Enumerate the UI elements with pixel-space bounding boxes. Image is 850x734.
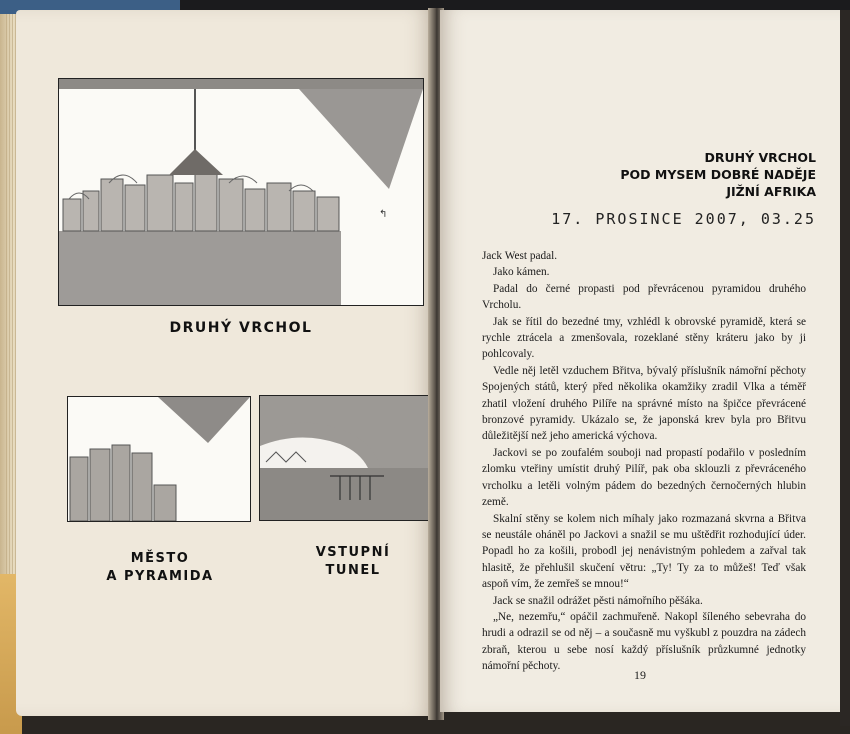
caption-city-pyramid-line1: MĚSTO (130, 551, 190, 566)
illustration-entrance-tunnel (259, 395, 429, 521)
paragraph: Vedle něj letěl vzduchem Břitva, bývalý příslušník námořní pěchoty Spojených států, který před několika okamžiky zradil Vlka a téměř zhatil vložení druhého Pilíře na správné místo na špičce převrácené bronzové pyramidy. Ukázalo se, že japonská krev byla pro Břitvu důležitější než jeho americká výchova. (482, 364, 806, 443)
caption-second-peak: DRUHÝ VRCHOL (169, 320, 313, 336)
left-page (16, 10, 434, 716)
city-pyramid-drawing (68, 397, 250, 521)
heading-line-1: DRUHÝ VRCHOL (704, 150, 816, 165)
body-text (482, 248, 806, 675)
paragraph: Jack se snažil odrážet pěsti námořního pěšáka. (493, 594, 703, 607)
heading-line-3: JIŽNÍ AFRIKA (726, 184, 816, 199)
peak-drawing (59, 79, 423, 305)
tunnel-drawing (260, 396, 428, 520)
paragraph: „Ne, nezemřu,“ opáčil zachmuřeně. Nakopl šíleného sebevraha do hrudi a odrazil se od něj – a současně mu vyškubl z pouzdra na zádech zbraň, kterou u sebe nosí každý příslušník průzkumné jednotky námořní pěchoty. (482, 610, 806, 673)
caption-entrance-tunnel (298, 544, 408, 580)
illustration-second-peak (58, 78, 424, 306)
caption-city-pyramid (100, 550, 220, 586)
paragraph: Skalní stěny se kolem nich míhaly jako rozmazaná skvrna a Břitva se neustále oháněl po Jackovi a snažil se mu uštědřit rozhodující úder. Popadl ho za košili, probodl jej nenávistným pohledem a zařval tak hlasitě, že přehlušil skučení větru: „Ty! Ty za to můžeš! Teď však aspoň vím, že zemřeš se mnou!“ (482, 512, 806, 591)
caption-entrance-tunnel-line2: TUNEL (325, 563, 381, 578)
caption-city-pyramid-line2: A PYRAMIDA (106, 569, 214, 584)
caption-entrance-tunnel-line1: VSTUPNÍ (315, 545, 391, 560)
background-right (840, 10, 850, 726)
dateline: 17. PROSINCE 2007, 03.25 (551, 210, 816, 228)
page-number: 19 (634, 668, 646, 682)
chapter-heading (620, 149, 816, 200)
svg-text:↰: ↰ (379, 209, 388, 220)
paragraph: Jackovi se po zoufalém souboji nad propastí podařilo v posledním zlomku vteřiny umístit druhý Pilíř, pak oba sklouzli z převráceného vrcholku a letěli volným pádem do bezedných černočerných hlubin země. (482, 446, 806, 509)
heading-line-2: POD MYSEM DOBRÉ NADĚJE (620, 167, 816, 182)
paragraph: Padal do černé propasti pod převrácenou pyramidou druhého Vrcholu. (482, 282, 806, 312)
paragraph: Jako kámen. (493, 266, 550, 279)
illustration-city-pyramid (67, 396, 251, 522)
paragraph: Jak se řítil do bezedné tmy, vzhlédl k obrovské pyramidě, která se rychle ztrácela a zmenšovala, rozeklané stěny kráteru jako by ji pohlcovaly. (482, 315, 806, 361)
paragraph: Jack West padal. (482, 250, 558, 262)
